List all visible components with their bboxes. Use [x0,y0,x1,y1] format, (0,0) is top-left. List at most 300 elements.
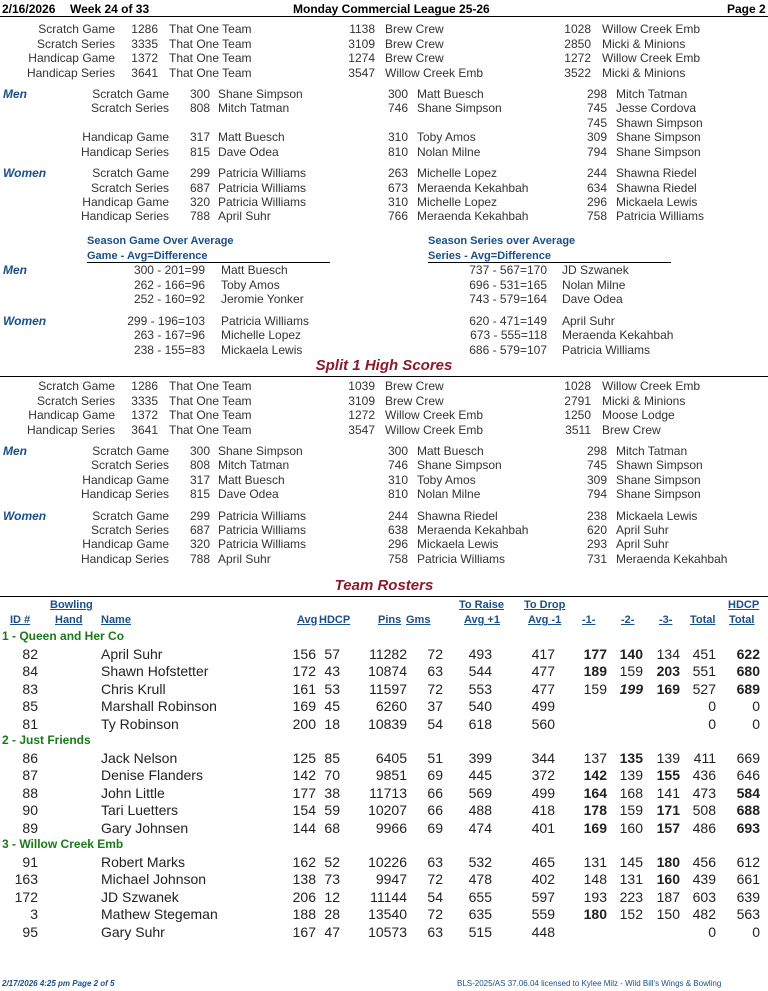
game1: 193 [583,888,607,905]
label-scratch_series: Scratch Series [36,36,115,51]
to-raise: 532 [468,854,492,870]
label-handicap_series: Handicap Series [80,209,169,223]
split-title: Split 1 High Scores [315,357,453,374]
score: 310 [387,473,408,487]
bowler-name: Meraenda Kekahbah [417,523,529,537]
score: 808 [189,458,210,472]
to-raise: 515 [468,923,492,940]
score: 3641 [131,422,158,437]
bowler-name: Matt Buesch [417,87,484,101]
pins: 6260 [375,698,407,715]
to-raise: 445 [468,767,492,784]
game2: 223 [619,888,643,905]
score: 310 [387,130,408,144]
team-header: 3 - Willow Creek Emb [2,837,124,851]
hdcp-total: 612 [736,854,760,870]
score: 2791 [564,393,591,408]
series-total: 486 [692,819,716,836]
team-name: Willow Creek Emb [385,65,484,80]
hdcp-total: 584 [736,784,760,801]
game1: 177 [583,646,607,662]
series-total: 0 [708,698,716,715]
series-total: 411 [693,750,716,766]
label-handicap_game: Handicap Game [28,51,115,65]
series-diff: 743 - 579=164 [469,292,547,306]
games: 72 [427,906,443,923]
col-game3: -3- [659,614,673,626]
col-pins: Pins [378,614,402,626]
games: 72 [427,646,443,662]
bowler-name: Shawn Hofstetter [101,663,209,680]
bowler-id: 81 [22,715,38,732]
hdcp-total: 0 [752,715,760,732]
score: 1372 [131,51,158,65]
bowler-name: Jack Nelson [101,750,178,766]
col-avg: Avg [297,614,318,626]
hdcp: 12 [324,888,340,905]
score: 300 [189,87,210,101]
split-men-label: Men [3,444,27,458]
game3: 150 [656,906,680,923]
bowler-name: Patricia Williams [616,209,705,223]
label-handicap_series: Handicap Series [26,65,115,80]
team-name: That One Team [169,422,252,437]
hdcp: 73 [324,871,340,888]
score: 3511 [565,422,591,437]
pins: 9947 [375,871,407,888]
footer-license: BLS-2025/AS 37.06.04 licensed to Kylee Milz - Wild Bill's Wings & Bowling [457,979,722,988]
team-name: That One Team [169,393,252,408]
team-name: Brew Crew [602,422,661,437]
bowler-name: Mickaela Lewis [616,509,698,523]
score: 300 [387,444,408,458]
label-handicap_series: Handicap Series [80,487,169,501]
bowler-name: Mickaela Lewis [616,195,698,209]
label-handicap_game: Handicap Game [82,537,169,551]
bowler-name: Patricia Williams [218,195,307,209]
score: 745 [586,458,607,472]
hdcp-total: 563 [736,906,760,923]
score: 296 [586,195,607,209]
pins: 11713 [369,784,407,801]
pins: 10226 [368,854,407,870]
score: 238 [586,509,607,523]
to-raise: 474 [468,819,492,836]
avg: 138 [292,871,316,888]
to-raise: 544 [468,663,492,680]
score: 766 [387,209,408,223]
table-row [0,889,768,906]
team-header: 1 - Queen and Her Co [2,629,125,643]
series-total: 0 [708,715,716,732]
score: 3522 [564,65,591,80]
col-total: Total [690,614,716,626]
split-rule [0,376,768,377]
bowler-name: Toby Amos [417,473,476,487]
label-scratch_game: Scratch Game [92,444,169,458]
score: 3547 [348,65,375,80]
game2: 139 [619,767,643,784]
to-drop: 477 [531,680,555,697]
score: 299 [189,509,210,523]
bowler-name: Dave Odea [218,487,279,501]
bowler-name: Mitch Tatman [218,101,290,115]
table-row [0,698,768,715]
col-avg-plus: Avg +1 [464,614,500,626]
game1: 137 [583,750,607,766]
game3: 141 [656,784,680,801]
col-hdcp-top: HDCP [728,599,760,611]
team-name: Brew Crew [385,393,444,408]
bowler-name: Matt Buesch [218,130,285,144]
score: 244 [387,509,408,523]
game-diff: 262 - 166=96 [133,278,205,292]
avg: 161 [292,680,316,697]
game2: 159 [619,802,643,819]
label-scratch_game: Scratch Game [38,22,115,36]
score: 1274 [348,51,375,65]
bowler-id: 90 [22,802,38,819]
bowler-name: Dave Odea [562,292,623,306]
hdcp-total: 661 [736,871,760,888]
label-handicap_game: Handicap Game [82,195,169,209]
col-avg-minus: Avg -1 [528,614,562,626]
hdcp-total: 689 [736,680,760,697]
label-scratch_series: Scratch Series [36,393,115,408]
bowler-name: Shane Simpson [616,487,701,501]
game1: 169 [583,819,607,836]
bowler-id: 91 [22,854,38,870]
series-diff: 620 - 471=149 [469,314,547,328]
score: 317 [189,130,210,144]
score: 746 [387,101,408,115]
hdcp: 59 [324,802,340,819]
pins: 9851 [375,767,407,784]
to-drop: 597 [531,888,555,905]
split-women-label: Women [3,509,47,523]
table-row [0,906,768,923]
over-women-label: Women [3,314,47,328]
col-gms: Gms [406,614,431,626]
table-row [0,924,768,941]
rosters-rule [0,596,768,597]
to-drop: 401 [531,819,555,836]
bowler-name: Shawn Simpson [616,116,703,130]
bowler-name: Chris Krull [101,680,166,697]
game2: 160 [619,819,643,836]
team-name: Willow Creek Emb [385,422,484,437]
game1: 164 [583,784,607,801]
bowler-name: Mitch Tatman [218,458,290,472]
bowler-name: Dave Odea [218,145,279,159]
score: 673 [387,181,408,195]
bowler-name: April Suhr [616,523,669,537]
league-title: Monday Commercial League 25-26 [293,2,490,16]
over-men-label: Men [3,263,27,277]
avg: 172 [292,663,316,680]
hdcp: 28 [324,906,340,923]
to-drop: 418 [531,802,555,819]
bowler-id: 89 [22,819,38,836]
bowler-name: Patricia Williams [417,552,506,566]
bowler-name: Tari Luetters [101,802,179,819]
pins: 9966 [375,819,407,836]
series-diff: 673 - 555=118 [470,328,547,342]
bowler-name: Meraenda Kekahbah [562,328,674,342]
to-drop: 499 [531,784,555,801]
score: 310 [387,195,408,209]
hdcp: 38 [324,784,340,801]
footer-timestamp: 2/17/2026 4:25 pm Page 2 of 5 [2,979,115,988]
hdcp: 52 [324,854,340,870]
col-id: ID # [10,614,31,626]
pins: 13540 [368,906,407,923]
game-diff: 299 - 196=103 [127,314,205,328]
bowler-name: Shawna Riedel [616,166,697,180]
games: 51 [427,750,443,766]
series-over-avg-sub: Series - Avg=Difference [428,250,551,262]
week-label: Week 24 of 33 [70,2,150,16]
game1: 142 [583,767,607,784]
series-total: 473 [692,784,716,801]
bowler-name: Gary Suhr [101,923,165,940]
bowler-name: Mitch Tatman [616,444,688,458]
team-name: That One Team [169,65,252,80]
table-row [0,871,768,888]
bowler-id: 82 [22,646,38,662]
bowler-name: Toby Amos [417,130,476,144]
game-over-avg-sub: Game - Avg=Difference [87,250,208,262]
score: 309 [586,473,607,487]
bowler-name: April Suhr [218,209,271,223]
avg: 188 [292,906,316,923]
score: 638 [387,523,408,537]
team-name: That One Team [169,36,252,51]
hdcp: 57 [324,646,340,662]
label-scratch_game: Scratch Game [92,166,169,180]
hdcp-total: 646 [736,767,760,784]
score: 3109 [348,393,375,408]
to-drop: 344 [531,750,555,766]
label-scratch_series: Scratch Series [90,523,169,537]
bowler-name: Shane Simpson [616,145,701,159]
games: 63 [427,923,443,940]
label-scratch_series: Scratch Series [90,101,169,115]
table-row [0,716,768,733]
score: 300 [189,444,210,458]
avg: 156 [292,646,316,662]
hdcp-total: 693 [736,819,760,836]
game3: 155 [656,767,680,784]
label-scratch_series: Scratch Series [90,458,169,472]
bowler-name: Shane Simpson [616,130,701,144]
col-bowling: Bowling [50,599,93,611]
pins: 11282 [369,646,407,662]
to-raise: 540 [468,698,492,715]
avg: 206 [292,888,316,905]
bowler-id: 95 [22,923,38,940]
score: 320 [189,537,210,551]
score: 788 [189,552,210,566]
series-diff: 737 - 567=170 [469,263,547,277]
game1: 180 [583,906,607,923]
game-diff: 238 - 155=83 [133,343,205,357]
score: 1028 [564,379,591,393]
game1: 159 [583,680,607,697]
series-total: 436 [692,767,716,784]
game3: 187 [656,888,680,905]
pins: 10874 [368,663,407,680]
table-row [0,646,768,663]
label-handicap_series: Handicap Series [80,552,169,566]
score: 788 [189,209,210,223]
to-drop: 559 [531,906,555,923]
game3: 139 [656,750,680,766]
team-name: Micki & Minions [602,36,686,51]
score: 810 [387,487,408,501]
bowler-name: Shawna Riedel [417,509,498,523]
col-to-drop: To Drop [524,599,566,611]
avg: 162 [292,854,316,870]
team-name: Brew Crew [385,51,444,65]
score: 810 [387,145,408,159]
bowler-name: John Little [101,784,165,801]
game3: 134 [656,646,680,662]
bowler-id: 3 [30,906,38,923]
label-handicap_game: Handicap Game [28,408,115,422]
games: 72 [427,680,443,697]
score: 3335 [131,393,158,408]
label-scratch_game: Scratch Game [92,509,169,523]
team-name: Willow Creek Emb [602,51,701,65]
bowler-name: April Suhr [101,646,163,662]
score: 1138 [349,22,375,36]
games: 66 [427,784,443,801]
game1: 131 [583,854,607,870]
score: 794 [586,145,607,159]
team-name: That One Team [169,408,252,422]
bowler-name: Jeromie Yonker [221,292,304,306]
team-name: Willow Creek Emb [385,408,484,422]
game2: 168 [619,784,643,801]
bowler-id: 83 [22,680,38,697]
table-row [0,854,768,871]
score: 298 [586,444,607,458]
team-name: Willow Creek Emb [602,379,701,393]
to-drop: 499 [531,698,555,715]
series-over-avg-title: Season Series over Average [428,235,576,247]
to-drop: 372 [531,767,555,784]
game3: 180 [656,854,680,870]
bowler-name: Gary Johnsen [101,819,189,836]
hdcp: 70 [324,767,340,784]
bowler-name: Meraenda Kekahbah [417,209,529,223]
bowler-name: Matt Buesch [417,444,484,458]
bowler-name: Jesse Cordova [616,101,697,115]
bowler-name: Matt Buesch [218,473,285,487]
to-raise: 493 [468,646,492,662]
score: 731 [586,552,607,566]
label-handicap_series: Handicap Series [26,422,115,437]
bowler-name: Mickaela Lewis [221,343,303,357]
score: 1250 [564,408,591,422]
avg: 154 [292,802,316,819]
score: 263 [387,166,408,180]
team-name: Moose Lodge [602,408,675,422]
score: 3109 [348,36,375,51]
col-hand: Hand [55,614,83,626]
pins: 6405 [375,750,407,766]
series-total: 482 [692,906,716,923]
bowler-name: Patricia Williams [218,523,307,537]
hdcp-total: 669 [736,750,760,766]
avg: 125 [292,750,316,766]
avg: 167 [292,923,316,940]
game3: 169 [656,680,680,697]
game2: 131 [619,871,643,888]
to-drop: 465 [531,854,555,870]
games: 54 [427,888,443,905]
score: 3335 [131,36,158,51]
men-label: Men [3,87,27,101]
team-name: That One Team [169,22,252,36]
bowler-name: Patricia Williams [562,343,651,357]
game-diff: 263 - 167=96 [133,328,205,342]
score: 1272 [564,51,591,65]
to-raise: 635 [468,906,492,923]
game1: 189 [583,663,607,680]
team-name: That One Team [169,51,252,65]
to-raise: 655 [468,888,492,905]
bowler-name: Michelle Lopez [417,166,498,180]
game-over-avg-title: Season Game Over Average [87,235,234,247]
bowler-id: 172 [14,888,38,905]
to-drop: 417 [531,646,555,662]
bowler-name: Michael Johnson [101,871,207,888]
table-row [0,785,768,802]
bowler-name: Meraenda Kekahbah [417,181,529,195]
games: 69 [427,819,443,836]
hdcp: 68 [324,819,340,836]
hdcp: 47 [324,923,340,940]
to-raise: 399 [468,750,492,766]
bowler-name: Shane Simpson [417,458,502,472]
label-handicap_series: Handicap Series [80,145,169,159]
bowler-id: 163 [14,871,38,888]
score: 815 [189,487,210,501]
hdcp-total: 0 [752,923,760,940]
game2: 135 [619,750,643,766]
team-name: Brew Crew [385,36,444,51]
women-label: Women [3,166,47,180]
bowler-name: Toby Amos [221,278,280,292]
table-row [0,802,768,819]
score: 1286 [131,379,158,393]
header-rule [0,16,768,17]
games: 69 [427,767,443,784]
score: 299 [189,166,210,180]
team-name: That One Team [169,379,252,393]
to-drop: 560 [531,715,555,732]
bowler-name: Shane Simpson [417,101,502,115]
to-raise: 618 [468,715,492,732]
series-total: 508 [692,802,716,819]
games: 37 [427,698,443,715]
game2: 140 [619,646,643,662]
game3: 160 [656,871,680,888]
pins: 10207 [368,802,407,819]
table-row [0,820,768,837]
